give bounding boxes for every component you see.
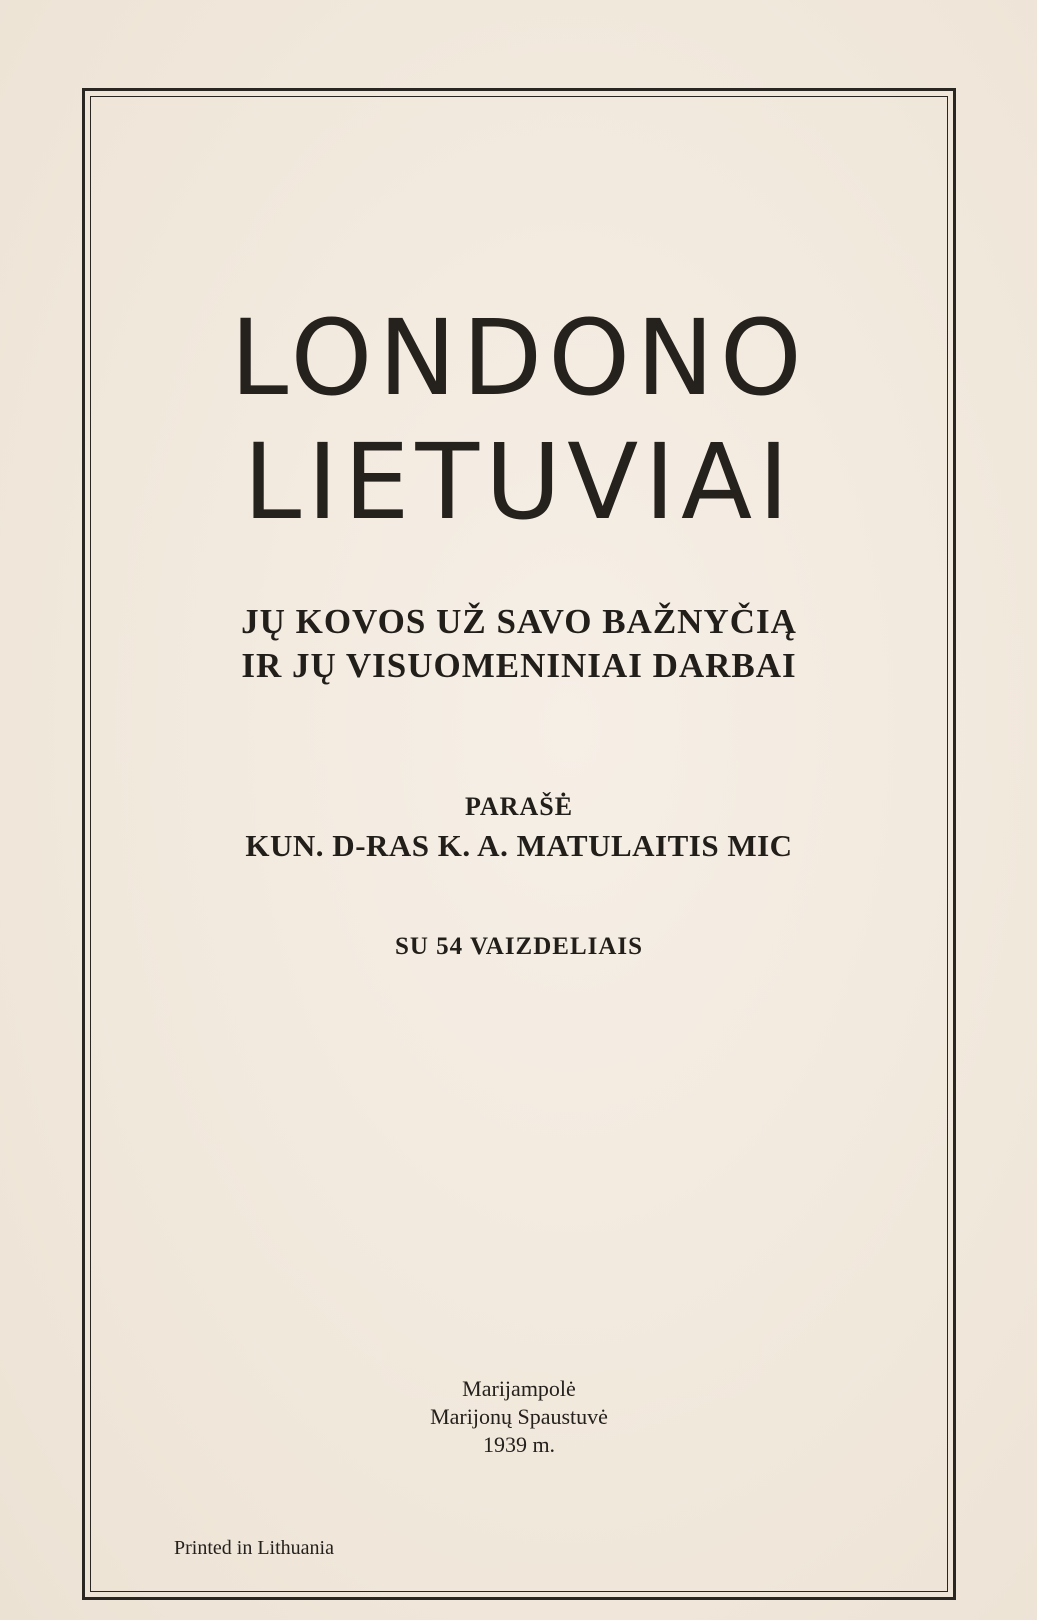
illustrations-note: SU 54 VAIZDELIAIS	[394, 933, 644, 960]
printed-in-note: Printed in Lithuania	[174, 1537, 334, 1559]
imprint-press: Marijonų Spaustuvė	[430, 1404, 608, 1429]
subtitle-line-1: JŲ KOVOS UŽ SAVO BAŽNYČIĄ	[241, 602, 797, 641]
title-line-2: LIETUVIAI	[243, 421, 795, 543]
imprint-city: Marijampolė	[462, 1376, 576, 1401]
subtitle-line-2: IR JŲ VISUOMENINIAI DARBAI	[241, 646, 797, 685]
byline-label: PARAŠĖ	[464, 792, 574, 821]
title-line-1: LONDONO	[230, 297, 808, 419]
imprint-year: 1939 m.	[482, 1432, 556, 1457]
author-name: KUN. D-RAS K. A. MATULAITIS MIC	[245, 828, 793, 863]
